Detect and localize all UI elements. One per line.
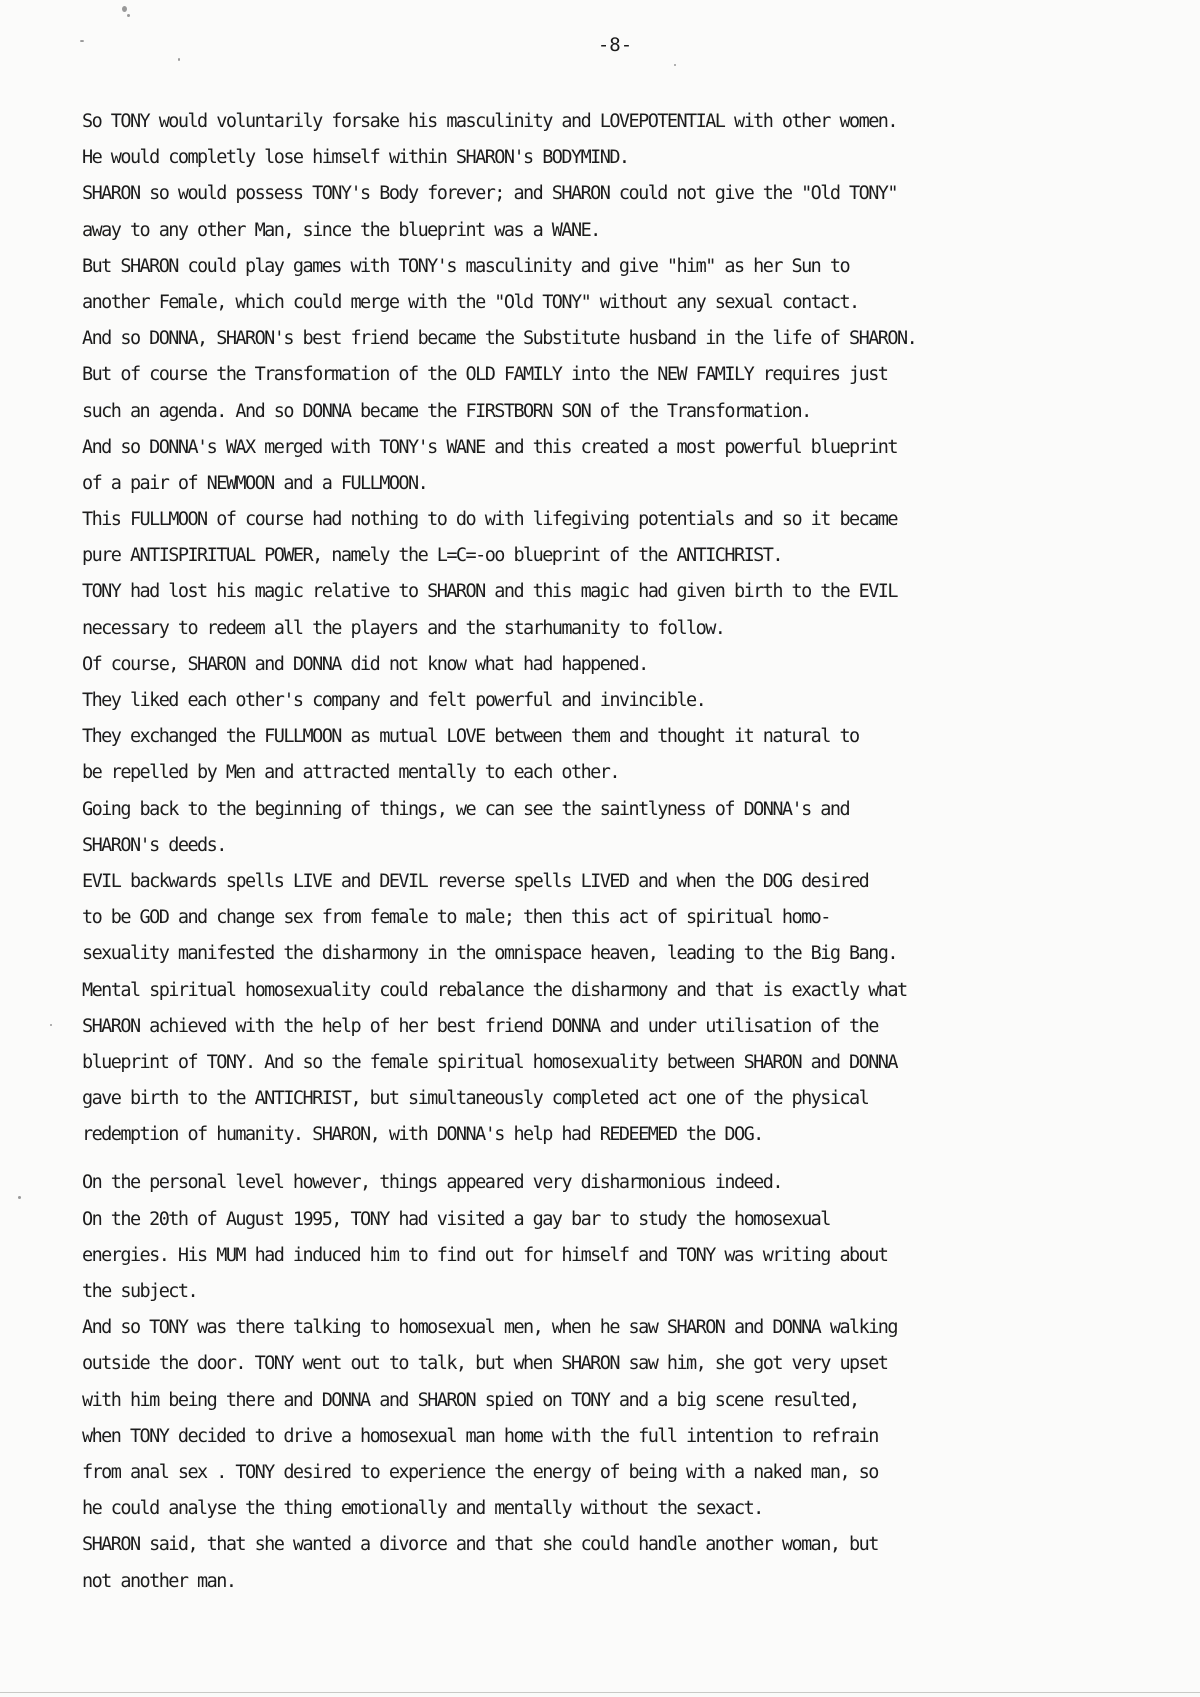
text-line: But SHARON could play games with TONY's masculinity and give "him" as her Sun to — [82, 255, 850, 277]
text-line: So TONY would voluntarily forsake his masculinity and LOVEPOTENTIAL with other women. — [82, 111, 897, 132]
text-line: blueprint of TONY. And so the female spiritual homosexuality between SHARON and DONNA — [82, 1051, 897, 1073]
text-line: SHARON said, that she wanted a divorce and that she could handle another woman, but — [82, 1534, 878, 1556]
text-line: And so TONY was there talking to homosexual men, when he saw SHARON and DONNA walking — [82, 1317, 897, 1339]
text-line: He would completly lose himself within SHARON's BODYMIND. — [82, 147, 629, 169]
scan-speck — [80, 40, 84, 42]
page-number: -8- — [597, 34, 633, 56]
text-line: On the 20th of August 1995, TONY had visited a gay bar to study the homosexual — [82, 1208, 830, 1230]
text-line: pure ANTISPIRITUAL POWER, namely the L=C=-oo blueprint of the ANTICHRIST. — [82, 545, 782, 567]
text-block-main — [82, 104, 1172, 1153]
text-line: from anal sex . TONY desired to experience the energy of being with a naked man, so — [82, 1461, 878, 1483]
scan-speck — [18, 1196, 21, 1199]
scan-speck — [127, 14, 130, 17]
text-line: On the personal level however, things appeared very disharmonious indeed. — [82, 1172, 782, 1194]
text-line: And so DONNA's WAX merged with TONY's WANE and this created a most powerful blueprint — [82, 436, 897, 458]
text-line: of a pair of NEWMOON and a FULLMOON. — [82, 472, 428, 494]
text-line: Of course, SHARON and DONNA did not know what had happened. — [82, 653, 648, 675]
text-line: the subject. — [82, 1281, 198, 1302]
text-line: But of course the Transformation of the OLD FAMILY into the NEW FAMILY requires just — [82, 364, 888, 386]
text-line: gave birth to the ANTICHRIST, but simultaneously completed act one of the physical — [82, 1088, 869, 1110]
text-line: Mental spiritual homosexuality could rebalance the disharmony and that is exactly what — [82, 979, 907, 1001]
scan-speck — [178, 58, 180, 61]
text-line: SHARON achieved with the help of her best friend DONNA and under utilisation of the — [82, 1015, 878, 1037]
text-line: such an agenda. And so DONNA became the FIRSTBORN SON of the Transformation. — [82, 400, 811, 422]
text-line: redemption of humanity. SHARON, with DONNA's help had REDEEMED the DOG. — [82, 1124, 763, 1146]
text-line: away to any other Man, since the blueprint was a WANE. — [82, 219, 600, 241]
text-line: he could analyse the thing emotionally and mentally without the sexact. — [82, 1498, 763, 1520]
text-line: be repelled by Men and attracted mentally to each other. — [82, 762, 619, 784]
text-line: This FULLMOON of course had nothing to do with lifegiving potentials and so it became — [82, 509, 897, 531]
text-line: TONY had lost his magic relative to SHARON and this magic had given birth to the EVIL — [82, 581, 897, 603]
text-line: Going back to the beginning of things, we can see the saintlyness of DONNA's and — [82, 798, 850, 820]
text-line: And so DONNA, SHARON's best friend became the Substitute husband in the life of SHARON. — [82, 328, 917, 350]
text-line: with him being there and DONNA and SHARON spied on TONY and a big scene resulted, — [82, 1389, 859, 1411]
text-line: EVIL backwards spells LIVE and DEVIL reverse spells LIVED and when the DOG desired — [82, 870, 869, 892]
text-line: when TONY decided to drive a homosexual man home with the full intention to refrain — [82, 1425, 878, 1447]
paragraph-gap — [82, 1153, 1172, 1165]
scan-speck — [122, 6, 127, 12]
text-line: outside the door. TONY went out to talk, but when SHARON saw him, she got very upset — [82, 1353, 888, 1375]
text-line: They liked each other's company and felt powerful and invincible. — [82, 690, 706, 711]
text-line: SHARON so would possess TONY's Body forever; and SHARON could not give the "Old TONY" — [82, 183, 897, 205]
text-line: SHARON's deeds. — [82, 834, 226, 856]
text-line: They exchanged the FULLMOON as mutual LOVE between them and thought it natural to — [82, 726, 859, 748]
scan-speck — [50, 1024, 52, 1026]
text-block-personal — [82, 1165, 1172, 1599]
scan-speck — [674, 64, 676, 66]
text-line: sexuality manifested the disharmony in the omnispace heaven, leading to the Big Bang. — [82, 943, 897, 965]
text-line: another Female, which could merge with the "Old TONY" without any sexual contact. — [82, 291, 859, 313]
text-line: not another man. — [82, 1570, 236, 1592]
text-line: necessary to redeem all the players and the starhumanity to follow. — [82, 617, 725, 639]
body-text — [82, 104, 1172, 1600]
text-line: energies. His MUM had induced him to find out for himself and TONY was writing about — [82, 1244, 888, 1266]
text-line: to be GOD and change sex from female to male; then this act of spiritual homo- — [82, 907, 830, 929]
scan-edge — [0, 1692, 1200, 1693]
